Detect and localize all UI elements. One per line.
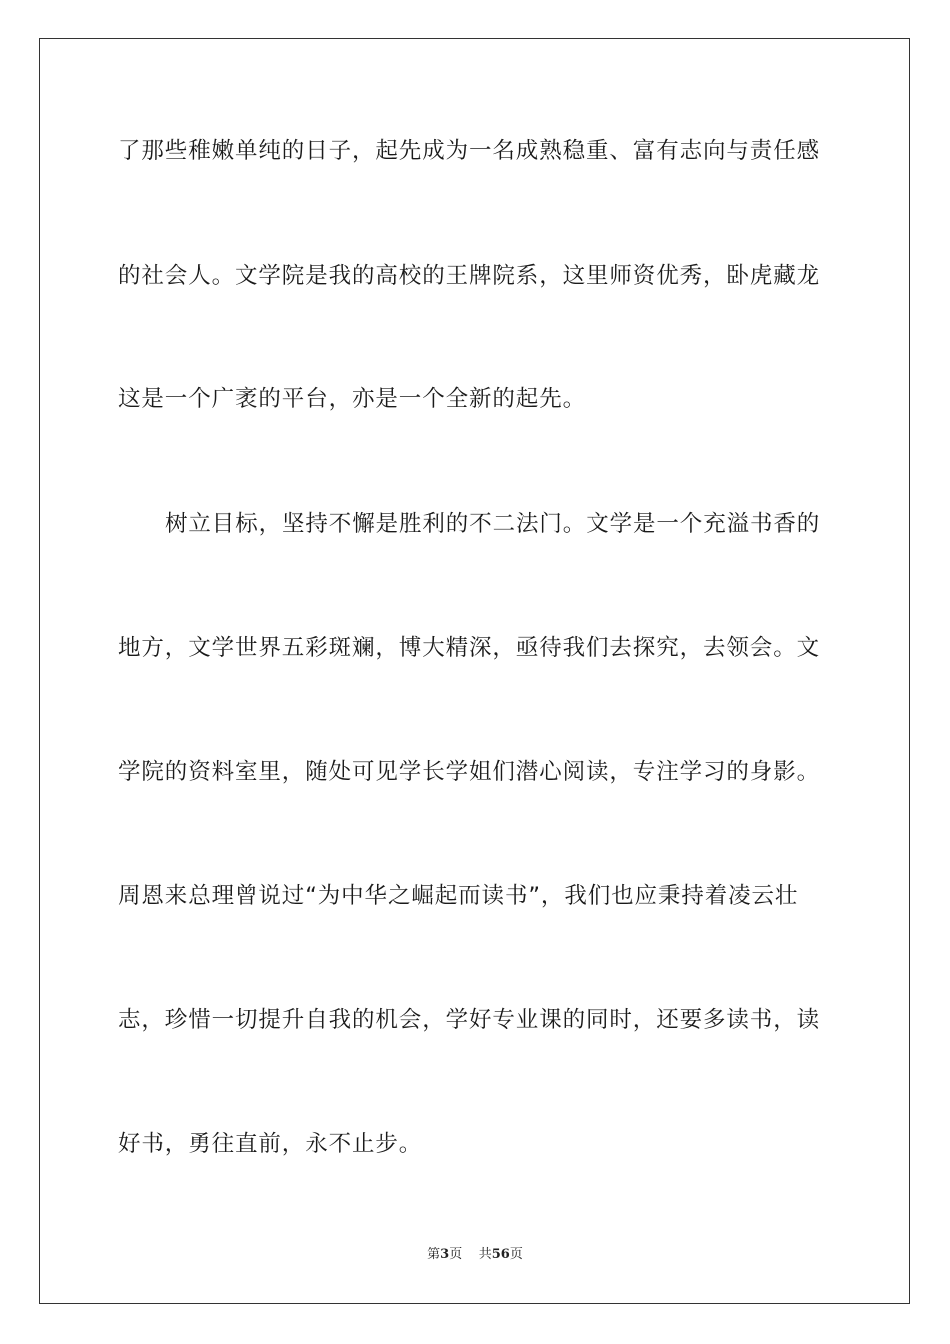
text-line: 好书，勇往直前，永不止步。	[118, 1131, 423, 1157]
text-line: 的社会人。文学院是我的高校的王牌院系，这里师资优秀，卧虎藏龙	[118, 263, 821, 289]
total-suffix: 页	[509, 1247, 523, 1262]
text-line: 地方，文学世界五彩斑斓，博大精深，亟待我们去探究，去领会。文	[118, 635, 821, 661]
page-footer	[0, 1246, 950, 1264]
total-pages: 56	[491, 1247, 510, 1262]
text-line: 志，珍惜一切提升自我的机会，学好专业课的同时，还要多读书，读	[118, 1007, 821, 1033]
text-line: 学院的资料室里，随处可见学长学姐们潜心阅读，专注学习的身影。	[118, 759, 821, 785]
page-suffix: 页	[449, 1247, 463, 1262]
page-number: 3	[440, 1247, 450, 1262]
text-line: 周恩来总理曾说过“为中华之崛起而读书”，我们也应秉持着凌云壮	[118, 883, 799, 909]
page-border	[39, 38, 910, 1304]
page-prefix: 第	[427, 1247, 441, 1262]
total-prefix: 共	[478, 1247, 492, 1262]
text-line: 了那些稚嫩单纯的日子，起先成为一名成熟稳重、富有志向与责任感	[118, 138, 821, 164]
text-line: 这是一个广袤的平台，亦是一个全新的起先。	[118, 386, 587, 412]
text-line-paragraph-start: 树立目标，坚持不懈是胜利的不二法门。文学是一个充溢书香的	[165, 511, 821, 537]
